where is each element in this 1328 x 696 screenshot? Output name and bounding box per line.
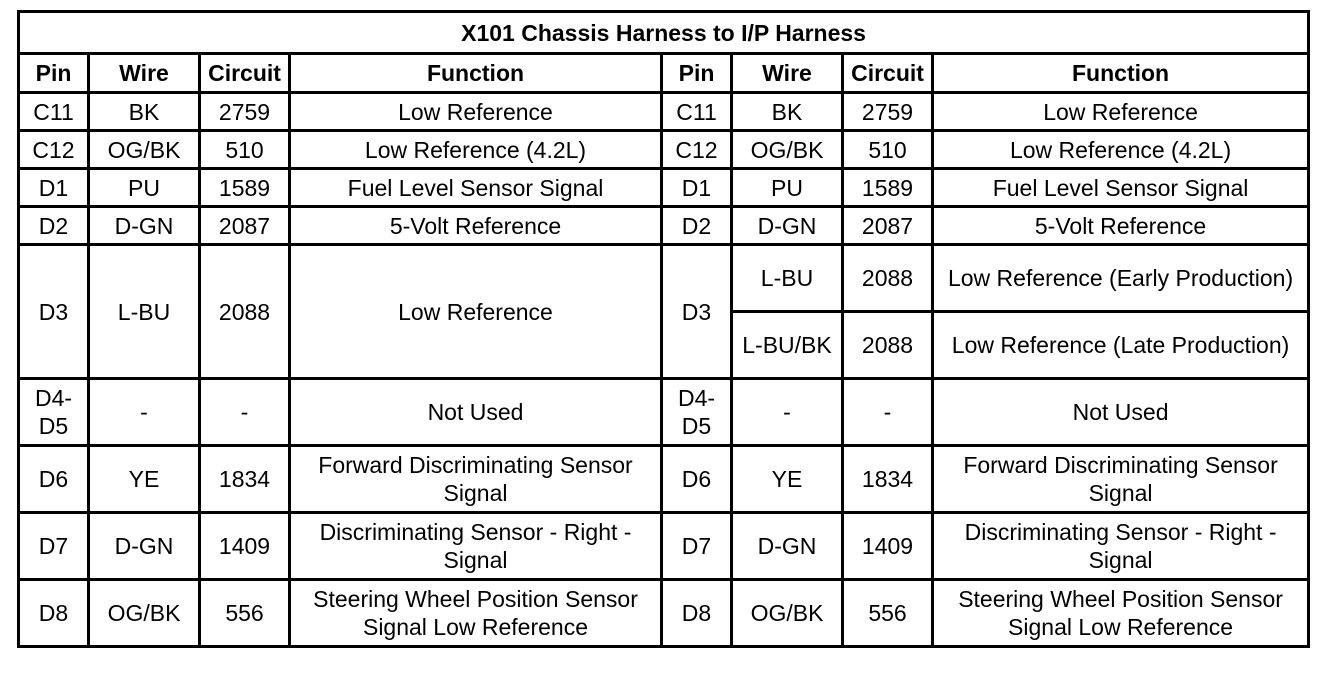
function-cell: Low Reference [290, 93, 662, 131]
circuit-cell: 510 [843, 131, 933, 169]
pin-cell: D3 [662, 245, 732, 379]
wire-cell: D-GN [732, 207, 843, 245]
function-cell: Not Used [933, 379, 1309, 446]
table-row [19, 513, 1309, 580]
header-row [19, 54, 1309, 93]
circuit-cell: 1834 [200, 446, 290, 513]
circuit-cell: 2088 [843, 245, 933, 312]
pin-cell: C11 [19, 93, 89, 131]
wire-cell: OG/BK [89, 131, 200, 169]
function-cell: Fuel Level Sensor Signal [933, 169, 1309, 207]
function-cell: Forward Discriminating Sensor Signal [933, 446, 1309, 513]
function-cell: 5-Volt Reference [290, 207, 662, 245]
header-circuit: Circuit [843, 54, 933, 93]
function-cell: Low Reference (Late Production) [933, 312, 1309, 379]
pin-cell: D4- D5 [662, 379, 732, 446]
circuit-cell: 2087 [843, 207, 933, 245]
header-pin: Pin [19, 54, 89, 93]
function-cell: Low Reference (4.2L) [290, 131, 662, 169]
circuit-cell: - [843, 379, 933, 446]
function-cell: Low Reference (4.2L) [933, 131, 1309, 169]
table-title: X101 Chassis Harness to I/P Harness [19, 12, 1309, 54]
circuit-cell: 556 [200, 580, 290, 647]
header-function: Function [290, 54, 662, 93]
table-row [19, 446, 1309, 513]
function-cell: Discriminating Sensor - Right - Signal [933, 513, 1309, 580]
wire-cell: D-GN [89, 513, 200, 580]
header-pin: Pin [662, 54, 732, 93]
pin-cell: D6 [19, 446, 89, 513]
pin-cell: C12 [19, 131, 89, 169]
wire-cell: - [732, 379, 843, 446]
wire-cell: D-GN [732, 513, 843, 580]
function-cell: Low Reference [290, 245, 662, 379]
pin-cell: D2 [19, 207, 89, 245]
circuit-cell: 2759 [200, 93, 290, 131]
pin-cell: D7 [19, 513, 89, 580]
header-function: Function [933, 54, 1309, 93]
header-wire: Wire [732, 54, 843, 93]
table-row [19, 245, 1309, 312]
circuit-cell: 2088 [200, 245, 290, 379]
wire-cell: BK [89, 93, 200, 131]
pin-cell: D6 [662, 446, 732, 513]
table-row [19, 379, 1309, 446]
wire-cell: YE [732, 446, 843, 513]
table-row [19, 207, 1309, 245]
function-cell: Low Reference [933, 93, 1309, 131]
pin-cell: D7 [662, 513, 732, 580]
circuit-cell: 1409 [843, 513, 933, 580]
function-cell: 5-Volt Reference [933, 207, 1309, 245]
table-row [19, 169, 1309, 207]
function-cell: Forward Discriminating Sensor Signal [290, 446, 662, 513]
circuit-cell: - [200, 379, 290, 446]
pin-cell: D2 [662, 207, 732, 245]
wire-cell: YE [89, 446, 200, 513]
harness-table [17, 10, 1310, 648]
pin-cell: D8 [19, 580, 89, 647]
function-cell: Low Reference (Early Production) [933, 245, 1309, 312]
circuit-cell: 1409 [200, 513, 290, 580]
header-circuit: Circuit [200, 54, 290, 93]
header-wire: Wire [89, 54, 200, 93]
function-cell: Fuel Level Sensor Signal [290, 169, 662, 207]
wire-cell: D-GN [89, 207, 200, 245]
pin-cell: D1 [19, 169, 89, 207]
circuit-cell: 1834 [843, 446, 933, 513]
table-row [19, 131, 1309, 169]
circuit-cell: 510 [200, 131, 290, 169]
wire-cell: - [89, 379, 200, 446]
function-cell: Not Used [290, 379, 662, 446]
wire-cell: L-BU [732, 245, 843, 312]
pin-cell: D3 [19, 245, 89, 379]
function-cell: Steering Wheel Position Sensor Signal Low Reference [933, 580, 1309, 647]
wire-cell: L-BU/BK [732, 312, 843, 379]
circuit-cell: 556 [843, 580, 933, 647]
pin-cell: C11 [662, 93, 732, 131]
pin-cell: D8 [662, 580, 732, 647]
circuit-cell: 1589 [200, 169, 290, 207]
pin-cell: C12 [662, 131, 732, 169]
wire-cell: PU [732, 169, 843, 207]
wire-cell: OG/BK [89, 580, 200, 647]
circuit-cell: 2088 [843, 312, 933, 379]
wire-cell: PU [89, 169, 200, 207]
circuit-cell: 2087 [200, 207, 290, 245]
wire-cell: OG/BK [732, 131, 843, 169]
table-row [19, 93, 1309, 131]
pin-cell: D4- D5 [19, 379, 89, 446]
table-row [19, 580, 1309, 647]
function-cell: Steering Wheel Position Sensor Signal Low Reference [290, 580, 662, 647]
circuit-cell: 1589 [843, 169, 933, 207]
wire-cell: L-BU [89, 245, 200, 379]
function-cell: Discriminating Sensor - Right - Signal [290, 513, 662, 580]
wire-cell: OG/BK [732, 580, 843, 647]
pin-cell: D1 [662, 169, 732, 207]
circuit-cell: 2759 [843, 93, 933, 131]
wire-cell: BK [732, 93, 843, 131]
